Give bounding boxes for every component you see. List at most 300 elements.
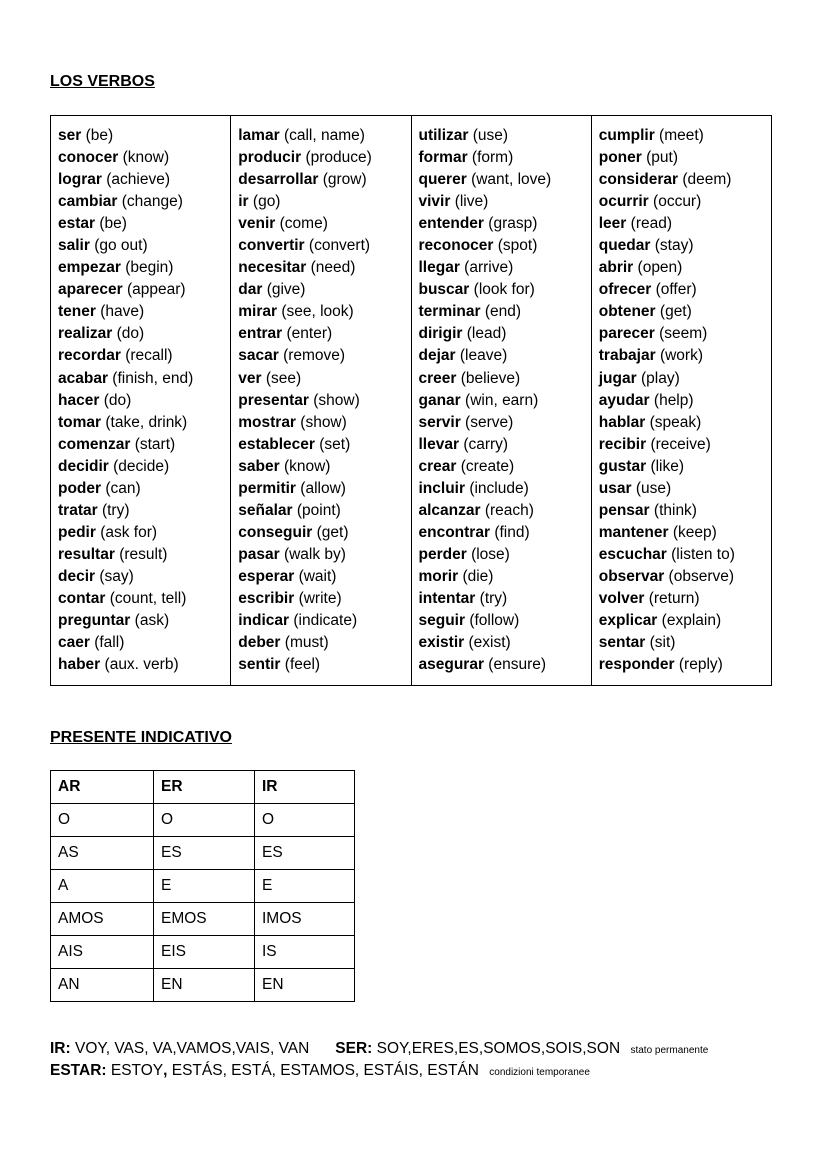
ending-ar: A: [51, 870, 154, 903]
verb-meaning: (return): [648, 589, 700, 607]
verb-meaning: (reply): [678, 656, 723, 674]
verb-infinitive: hablar: [598, 413, 646, 431]
verb-entry: [599, 235, 765, 257]
verb-entry: [599, 257, 765, 279]
verb-entry: [238, 390, 404, 412]
verb-entry: [419, 456, 585, 478]
verb-entry: [58, 213, 224, 235]
verb-infinitive: asegurar: [418, 656, 484, 674]
verb-infinitive: dar: [238, 281, 263, 299]
conjugation-table: [50, 770, 355, 1002]
verb-meaning: (seem): [659, 325, 708, 343]
verb-meaning: (work): [659, 347, 703, 365]
ser-note: stato permanente: [630, 1045, 709, 1056]
verb-infinitive: dirigir: [418, 325, 463, 343]
verb-entry: [58, 235, 224, 257]
verb-entry: [419, 235, 585, 257]
verb-infinitive: pensar: [598, 501, 650, 519]
verb-entry: [58, 368, 224, 390]
ending-ir: E: [255, 870, 355, 903]
verb-infinitive: encontrar: [418, 523, 490, 541]
verb-infinitive: ver: [238, 369, 262, 387]
verb-infinitive: establecer: [238, 435, 315, 453]
verb-meaning: (think): [653, 501, 697, 519]
verb-infinitive: parecer: [598, 325, 655, 343]
verb-entry: [58, 478, 224, 500]
verb-meaning: (form): [471, 149, 514, 167]
verb-entry: [58, 147, 224, 169]
verb-infinitive: sacar: [238, 347, 279, 365]
verb-meaning: (count, tell): [109, 589, 187, 607]
verb-meaning: (spot): [497, 237, 538, 255]
verb-meaning: (serve): [465, 413, 514, 431]
conjugation-row: [51, 969, 355, 1002]
verb-entry: [238, 169, 404, 191]
ir-label: IR:: [50, 1040, 71, 1057]
verb-meaning: (grow): [322, 171, 367, 189]
verb-meaning: (walk by): [283, 545, 346, 563]
verb-infinitive: lograr: [58, 171, 102, 189]
verb-meaning: (die): [462, 567, 494, 585]
verb-entry: [238, 522, 404, 544]
ser-forms: SOY,ERES,ES,SOMOS,SOIS,SON: [376, 1040, 621, 1057]
verb-meaning: (speak): [649, 413, 702, 431]
verb-infinitive: quedar: [598, 237, 651, 255]
verb-entry: [599, 390, 765, 412]
verb-infinitive: permitir: [238, 479, 296, 497]
verb-entry: [599, 345, 765, 367]
ending-ir: EN: [255, 969, 355, 1002]
verb-meaning: (get): [316, 523, 349, 541]
verb-infinitive: explicar: [598, 612, 658, 630]
estar-summary-line: [50, 1061, 590, 1083]
verb-entry: [238, 257, 404, 279]
verb-meaning: (achieve): [106, 171, 170, 189]
verb-meaning: (have): [100, 303, 145, 321]
verb-entry: [419, 257, 585, 279]
verb-infinitive: poder: [58, 479, 102, 497]
verb-entry: [238, 368, 404, 390]
verb-meaning: (get): [659, 303, 692, 321]
verb-infinitive: preguntar: [58, 612, 131, 630]
verb-entry: [419, 588, 585, 610]
verb-entry: [58, 390, 224, 412]
verb-entry: [238, 412, 404, 434]
verb-meaning: (like): [650, 457, 685, 475]
verb-meaning: (ensure): [488, 656, 547, 674]
verb-infinitive: gustar: [598, 457, 647, 475]
verb-infinitive: esperar: [238, 567, 295, 585]
verb-entry: [58, 654, 224, 676]
verb-infinitive: reconocer: [418, 237, 494, 255]
verb-entry: [599, 456, 765, 478]
verb-entry: [419, 544, 585, 566]
presente-indicativo-heading: PRESENTE INDICATIVO: [50, 729, 232, 746]
verb-meaning: (go out): [94, 237, 148, 255]
verb-infinitive: desarrollar: [238, 171, 319, 189]
ending-ar: AMOS: [51, 903, 154, 936]
verb-meaning: (know): [283, 457, 331, 475]
verb-meaning: (use): [472, 127, 509, 144]
verb-entry: [58, 169, 224, 191]
verb-meaning: (need): [310, 259, 356, 277]
verb-entry: [599, 566, 765, 588]
verb-meaning: (change): [121, 193, 183, 211]
verb-meaning: (take, drink): [105, 413, 188, 431]
verb-infinitive: escribir: [238, 589, 295, 607]
verb-entry: [599, 632, 765, 654]
verb-entry: [599, 279, 765, 301]
verb-meaning: (indicate): [293, 612, 358, 630]
verb-infinitive: ofrecer: [598, 281, 652, 299]
verb-entry: [238, 147, 404, 169]
verb-meaning: (try): [479, 589, 508, 607]
verb-meaning: (create): [460, 457, 515, 475]
verb-infinitive: formar: [418, 149, 468, 167]
verb-entry: [238, 478, 404, 500]
verb-entry: [419, 213, 585, 235]
verb-entry: [599, 191, 765, 213]
verb-infinitive: observar: [598, 567, 665, 585]
verb-meaning: (know): [122, 149, 170, 167]
conjugation-row: [51, 903, 355, 936]
verb-infinitive: responder: [598, 656, 675, 674]
verb-meaning: (listen to): [671, 545, 735, 563]
ending-ir: IS: [255, 936, 355, 969]
verb-infinitive: cambiar: [58, 193, 118, 211]
verb-infinitive: saber: [238, 457, 280, 475]
verb-meaning: (live): [454, 193, 489, 211]
verb-entry: [419, 368, 585, 390]
verb-entry: [58, 301, 224, 323]
verb-infinitive: ganar: [418, 391, 461, 409]
ending-er: O: [154, 804, 255, 837]
verb-infinitive: crear: [418, 457, 457, 475]
verb-infinitive: llevar: [418, 435, 460, 453]
verb-meaning: (start): [134, 435, 176, 453]
verb-entry: [238, 434, 404, 456]
verb-entry: [238, 125, 404, 147]
verb-infinitive: indicar: [238, 612, 290, 630]
ending-ar: AN: [51, 969, 154, 1002]
verb-entry: [419, 125, 585, 147]
conjugation-row: [51, 804, 355, 837]
verb-entry: [419, 147, 585, 169]
verb-meaning: (do): [116, 325, 145, 343]
header-er: ER: [154, 771, 255, 804]
verb-entry: [238, 345, 404, 367]
verbs-column-4: [591, 116, 771, 686]
verb-meaning: (arrive): [464, 259, 514, 277]
verb-infinitive: salir: [58, 237, 90, 255]
verb-entry: [58, 434, 224, 456]
verb-infinitive: mirar: [238, 303, 278, 321]
verb-entry: [419, 654, 585, 676]
conjugation-row: [51, 936, 355, 969]
verb-infinitive: decir: [58, 567, 96, 585]
verb-meaning: (point): [296, 501, 341, 519]
verb-infinitive: deber: [238, 634, 281, 652]
verb-meaning: (call, name): [283, 127, 365, 144]
verb-entry: [58, 279, 224, 301]
verb-meaning: (be): [99, 215, 127, 233]
verbs-table-row: [51, 116, 772, 686]
verb-meaning: (find): [494, 523, 530, 541]
verb-infinitive: incluir: [418, 479, 466, 497]
verb-infinitive: venir: [238, 215, 276, 233]
verb-infinitive: existir: [418, 634, 465, 652]
verb-entry: [599, 147, 765, 169]
verb-infinitive: recibir: [598, 435, 647, 453]
verb-entry: [58, 566, 224, 588]
verb-entry: [58, 522, 224, 544]
estar-note: condizioni temporanee: [489, 1067, 590, 1078]
verb-entry: [238, 500, 404, 522]
verb-meaning: (begin): [125, 259, 174, 277]
verb-entry: [599, 368, 765, 390]
verb-entry: [419, 390, 585, 412]
verb-infinitive: considerar: [598, 171, 679, 189]
verb-meaning: (win, earn): [465, 391, 539, 409]
verb-meaning: (ask for): [100, 523, 158, 541]
verb-meaning: (end): [484, 303, 522, 321]
verb-entry: [419, 434, 585, 456]
verb-entry: [238, 213, 404, 235]
verb-entry: [238, 632, 404, 654]
verb-infinitive: querer: [418, 171, 467, 189]
verb-meaning: (receive): [650, 435, 711, 453]
verb-infinitive: necesitar: [238, 259, 307, 277]
verb-entry: [238, 456, 404, 478]
verb-infinitive: caer: [58, 634, 90, 652]
verb-infinitive: ir: [238, 193, 249, 211]
verb-infinitive: volver: [598, 589, 645, 607]
verb-entry: [419, 169, 585, 191]
verbs-column-3: [411, 116, 591, 686]
estar-separator: ,: [163, 1062, 168, 1079]
verb-entry: [238, 610, 404, 632]
verb-entry: [58, 345, 224, 367]
estar-forms-1: ESTOY: [110, 1062, 164, 1079]
verb-entry: [419, 279, 585, 301]
verb-infinitive: entrar: [238, 325, 283, 343]
header-ir: IR: [255, 771, 355, 804]
verb-entry: [599, 522, 765, 544]
verb-meaning: (be): [85, 127, 114, 144]
verb-infinitive: pedir: [58, 523, 96, 541]
verb-entry: [599, 588, 765, 610]
verb-entry: [238, 235, 404, 257]
los-verbos-heading: LOS VERBOS: [50, 73, 155, 90]
verb-meaning: (leave): [459, 347, 508, 365]
ending-er: EMOS: [154, 903, 255, 936]
verb-entry: [238, 301, 404, 323]
verb-meaning: (say): [99, 567, 134, 585]
verb-infinitive: dejar: [418, 347, 456, 365]
verb-meaning: (recall): [125, 347, 173, 365]
ending-ir: O: [255, 804, 355, 837]
verb-meaning: (deem): [682, 171, 732, 189]
verb-meaning: (decide): [113, 457, 170, 475]
verb-entry: [599, 323, 765, 345]
verb-infinitive: cumplir: [598, 127, 655, 144]
verb-meaning: (exist): [468, 634, 511, 652]
verb-meaning: (open): [637, 259, 683, 277]
verb-entry: [238, 654, 404, 676]
verb-meaning: (reach): [484, 501, 534, 519]
verb-infinitive: utilizar: [418, 127, 469, 144]
verb-entry: [419, 566, 585, 588]
verb-entry: [58, 125, 224, 147]
verb-entry: [419, 478, 585, 500]
verb-entry: [419, 345, 585, 367]
verb-meaning: (explain): [661, 612, 722, 630]
verb-infinitive: aparecer: [58, 281, 123, 299]
ending-ar: O: [51, 804, 154, 837]
ending-ar: AS: [51, 837, 154, 870]
verb-infinitive: producir: [238, 149, 302, 167]
verb-entry: [599, 500, 765, 522]
verb-entry: [419, 323, 585, 345]
verb-infinitive: perder: [418, 545, 467, 563]
verb-meaning: (occur): [653, 193, 702, 211]
verb-meaning: (put): [646, 149, 678, 167]
verb-meaning: (convert): [308, 237, 371, 255]
conjugation-row: [51, 870, 355, 903]
verb-infinitive: tomar: [58, 413, 102, 431]
verb-infinitive: morir: [418, 567, 459, 585]
verb-entry: [238, 544, 404, 566]
ir-ser-summary-line: [50, 1039, 708, 1061]
verb-infinitive: terminar: [418, 303, 481, 321]
verb-meaning: (carry): [463, 435, 509, 453]
verb-meaning: (follow): [469, 612, 520, 630]
ending-er: ES: [154, 837, 255, 870]
verb-meaning: (must): [284, 634, 329, 652]
verb-meaning: (go): [252, 193, 281, 211]
verb-meaning: (keep): [672, 523, 717, 541]
verb-meaning: (see, look): [281, 303, 354, 321]
verb-infinitive: trabajar: [598, 347, 656, 365]
verb-entry: [599, 213, 765, 235]
verb-infinitive: haber: [58, 656, 101, 674]
verb-infinitive: usar: [598, 479, 632, 497]
verb-infinitive: estar: [58, 215, 96, 233]
verb-entry: [419, 500, 585, 522]
verb-entry: [599, 434, 765, 456]
verb-infinitive: creer: [418, 369, 457, 387]
verb-meaning: (produce): [305, 149, 372, 167]
verb-infinitive: mantener: [598, 523, 669, 541]
verb-infinitive: acabar: [58, 369, 108, 387]
verb-meaning: (finish, end): [112, 369, 194, 387]
verb-meaning: (fall): [94, 634, 125, 652]
verb-meaning: (offer): [655, 281, 697, 299]
verb-entry: [599, 654, 765, 676]
ending-er: EN: [154, 969, 255, 1002]
conjugation-header-row: [51, 771, 355, 804]
verb-infinitive: abrir: [598, 259, 634, 277]
verb-infinitive: jugar: [598, 369, 637, 387]
verb-entry: [58, 500, 224, 522]
verb-infinitive: lamar: [238, 127, 280, 144]
verb-entry: [599, 610, 765, 632]
verb-meaning: (look for): [473, 281, 535, 299]
verb-meaning: (observe): [668, 567, 735, 585]
ending-er: EIS: [154, 936, 255, 969]
verb-meaning: (write): [298, 589, 342, 607]
verb-infinitive: llegar: [418, 259, 460, 277]
verb-meaning: (help): [653, 391, 694, 409]
verb-infinitive: conseguir: [238, 523, 313, 541]
estar-forms-2: ESTÁS, ESTÁ, ESTAMOS, ESTÁIS, ESTÁN: [171, 1062, 479, 1079]
verb-meaning: (come): [279, 215, 328, 233]
verb-infinitive: buscar: [418, 281, 470, 299]
verb-entry: [419, 412, 585, 434]
verb-entry: [58, 588, 224, 610]
verb-entry: [599, 125, 765, 147]
verb-meaning: (allow): [300, 479, 346, 497]
verb-meaning: (lose): [471, 545, 510, 563]
verb-infinitive: entender: [418, 215, 484, 233]
verb-meaning: (show): [313, 391, 360, 409]
verb-infinitive: empezar: [58, 259, 121, 277]
verb-infinitive: intentar: [418, 589, 476, 607]
verb-meaning: (grasp): [488, 215, 538, 233]
verb-meaning: (wait): [298, 567, 337, 585]
ending-er: E: [154, 870, 255, 903]
verb-infinitive: alcanzar: [418, 501, 481, 519]
verb-meaning: (see): [265, 369, 302, 387]
verb-entry: [238, 191, 404, 213]
verb-infinitive: realizar: [58, 325, 113, 343]
verb-meaning: (aux. verb): [104, 656, 179, 674]
header-ar: AR: [51, 771, 154, 804]
verb-entry: [419, 191, 585, 213]
verb-meaning: (want, love): [471, 171, 552, 189]
verb-meaning: (stay): [654, 237, 694, 255]
verb-entry: [58, 323, 224, 345]
verb-infinitive: ser: [58, 127, 82, 144]
verb-infinitive: tratar: [58, 501, 98, 519]
verb-entry: [58, 610, 224, 632]
verb-infinitive: presentar: [238, 391, 309, 409]
verb-entry: [58, 257, 224, 279]
verb-infinitive: ayudar: [598, 391, 650, 409]
verb-meaning: (include): [469, 479, 529, 497]
verb-meaning: (meet): [659, 127, 704, 144]
verb-entry: [419, 610, 585, 632]
verb-entry: [599, 478, 765, 500]
verb-infinitive: tener: [58, 303, 96, 321]
verb-meaning: (believe): [460, 369, 521, 387]
verb-meaning: (result): [119, 545, 168, 563]
verb-meaning: (do): [103, 391, 132, 409]
verb-entry: [58, 456, 224, 478]
verb-infinitive: poner: [598, 149, 642, 167]
verb-entry: [58, 632, 224, 654]
verb-infinitive: mostrar: [238, 413, 296, 431]
verb-entry: [238, 279, 404, 301]
verb-meaning: (appear): [126, 281, 186, 299]
verb-entry: [419, 632, 585, 654]
verb-entry: [599, 412, 765, 434]
verb-meaning: (set): [319, 435, 351, 453]
verb-infinitive: servir: [418, 413, 461, 431]
verb-meaning: (ask): [134, 612, 170, 630]
verb-infinitive: hacer: [58, 391, 100, 409]
conjugation-row: [51, 837, 355, 870]
